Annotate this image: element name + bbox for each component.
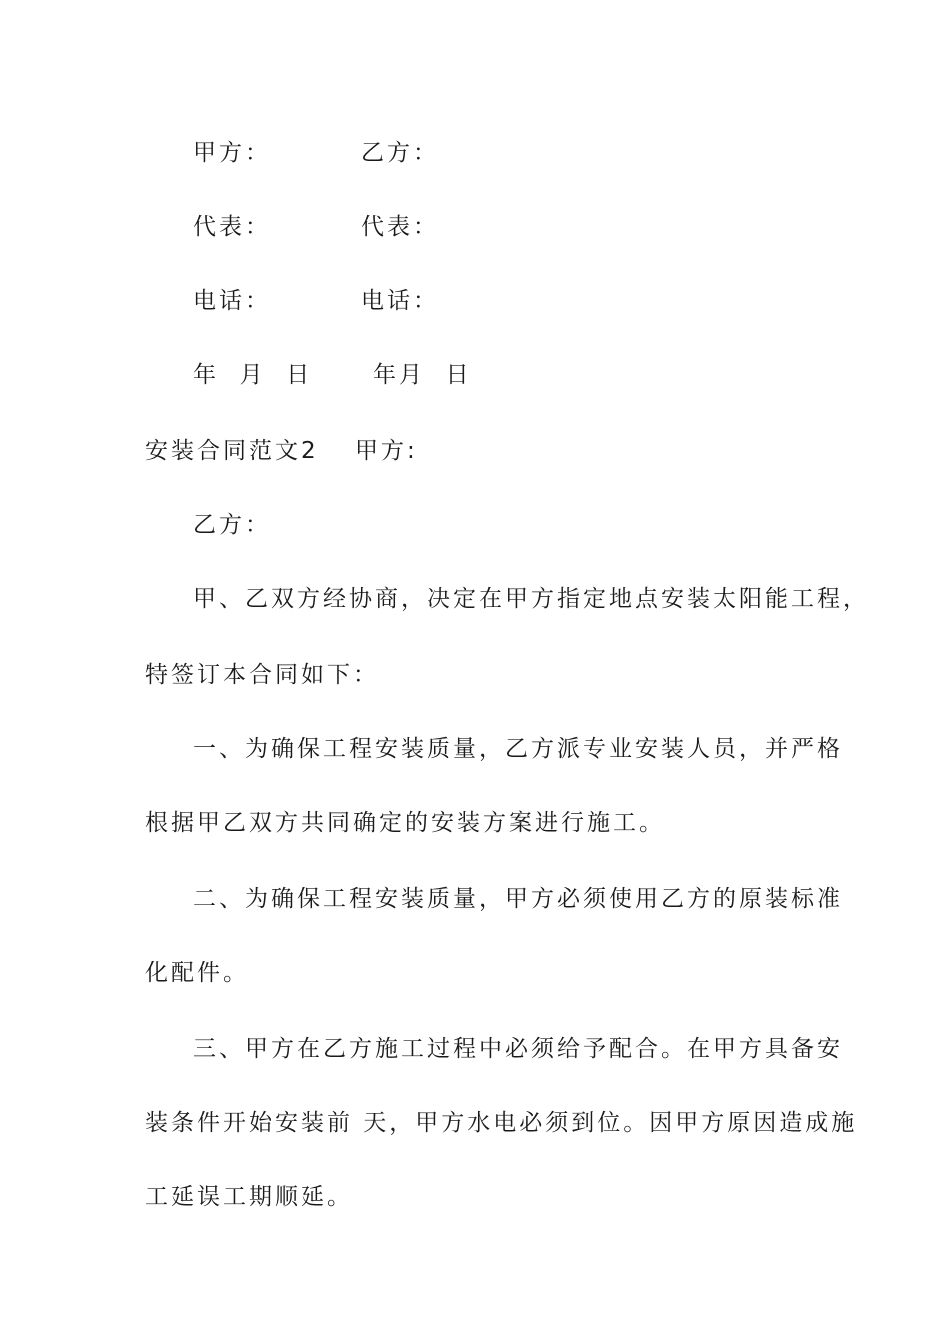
party-b-label: 乙方： [361, 140, 439, 166]
date-a: 年 月 日 [193, 362, 313, 388]
item2-line-1: 二、为确保工程安装质量，甲方必须使用乙方的原装标准 [193, 886, 843, 912]
tel-b-label: 电话： [361, 288, 439, 314]
tel-a-label: 电话： [193, 288, 271, 314]
intro-line-1: 甲、乙双方经协商，决定在甲方指定地点安装太阳能工程， [193, 586, 869, 612]
date-b: 年月 日 [373, 362, 472, 388]
rep-b-label: 代表： [361, 214, 439, 240]
item1-line-2: 根据甲乙双方共同确定的安装方案进行施工。 [145, 810, 665, 836]
item3-line-1: 三、甲方在乙方施工过程中必须给予配合。在甲方具备安 [193, 1036, 843, 1062]
rep-a-label: 代表： [193, 214, 271, 240]
section-title: 安装合同范文2 [145, 438, 319, 464]
item2-line-2: 化配件。 [145, 960, 249, 986]
item3-line-3: 工延误工期顺延。 [145, 1184, 353, 1210]
section-party-b-label: 乙方： [193, 512, 271, 538]
section-party-a-label: 甲方: [355, 438, 418, 464]
item3-line-2: 装条件开始安装前 天，甲方水电必须到位。因甲方原因造成施 [145, 1110, 858, 1136]
intro-line-2: 特签订本合同如下： [145, 662, 379, 688]
item1-line-1: 一、为确保工程安装质量，乙方派专业安装人员，并严格 [193, 736, 843, 762]
party-a-label: 甲方： [193, 140, 271, 166]
